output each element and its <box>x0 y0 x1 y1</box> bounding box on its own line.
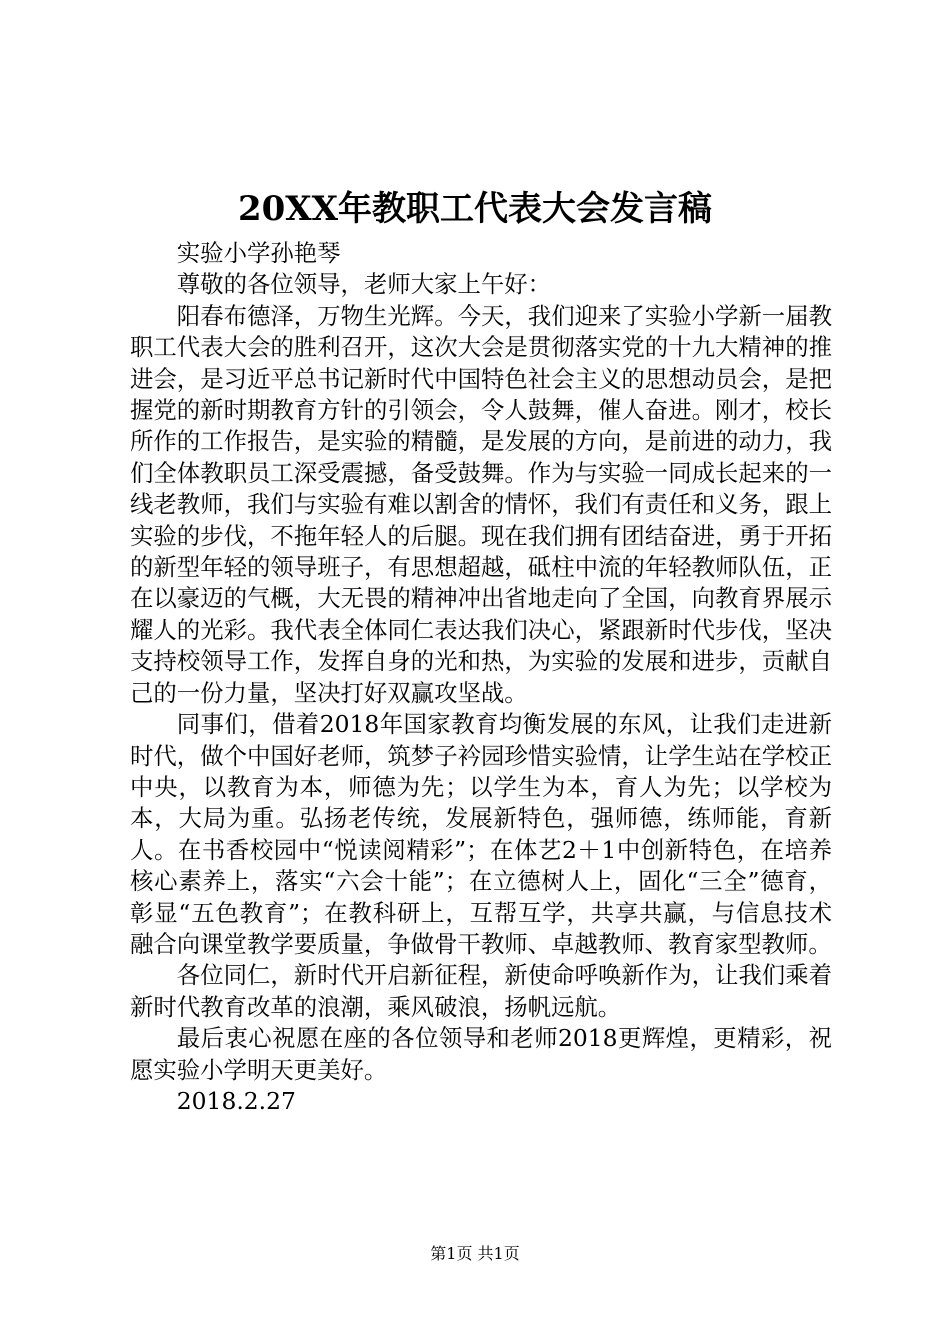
page-number: 第1页 共1页 <box>430 1244 520 1263</box>
greeting-line: 尊敬的各位领导，老师大家上午好： <box>176 270 552 299</box>
paragraph: 阳春布德泽，万物生光辉。今天，我们迎来了实验小学新一届教职工代表大会的胜利召开，这次大会是贯彻落实党的十九大精神的推进会，是习近平总书记新时代中国特色社会主义的思想动员会，是把握党的新时期教育方针的引领会，令人鼓舞，催人奋进。刚才，校长所作的工作报告，是实验的精髓，是发展的方向，是前进的动力，我们全体教职员工深受震撼，备受鼓舞。作为与实验一同成长起来的一线老教师，我们与实验有难以割舍的情怀，我们有责任和义务，跟上实验的步伐，不拖年轻人的后腿。现在我们拥有团结奋进，勇于开拓的新型年轻的领导班子，有思想超越，砥柱中流的年轻教师队伍，正在以豪迈的气概，大无畏的精神冲出省地走向了全国，向教育界展示耀人的光彩。我代表全体同仁表达我们决心，紧跟新时代步伐，坚决支持校领导工作，发挥自身的光和热，为实验的发展和进步，贡献自己的一份力量，坚决打好双赢攻坚战。 <box>130 301 832 707</box>
paragraph: 最后衷心祝愿在座的各位领导和老师2018更辉煌，更精彩，祝愿实验小学明天更美好。 <box>130 1024 832 1084</box>
document-body <box>130 238 832 1117</box>
document-title: 20XX年教职工代表大会发言稿 <box>237 189 713 229</box>
paragraph: 同事们，借着2018年国家教育均衡发展的东风，让我们走进新时代，做个中国好老师，筑梦子衿园珍惜实验情，让学生站在学校正中央，以教育为本，师德为先；以学生为本，育人为先；以学校为本，大局为重。弘扬老传统，发展新特色，强师德，练师能，育新人。在书香校园中“悦读阅精彩”；在体艺2＋1中创新特色，在培养核心素养上，落实“六会十能”；在立德树人上，固化“三全”德育，彰显“五色教育”；在教科研上，互帮互学，共享共赢，与信息技术融合向课堂教学要质量，争做骨干教师、卓越教师、教育家型教师。 <box>130 710 832 958</box>
author-line: 实验小学孙艳琴 <box>176 239 341 267</box>
date-line: 2018.2.27 <box>176 1086 296 1115</box>
paragraph: 各位同仁，新时代开启新征程，新使命呼唤新作为，让我们乘着新时代教育改革的浪潮，乘风破浪，扬帆远航。 <box>130 961 832 1021</box>
